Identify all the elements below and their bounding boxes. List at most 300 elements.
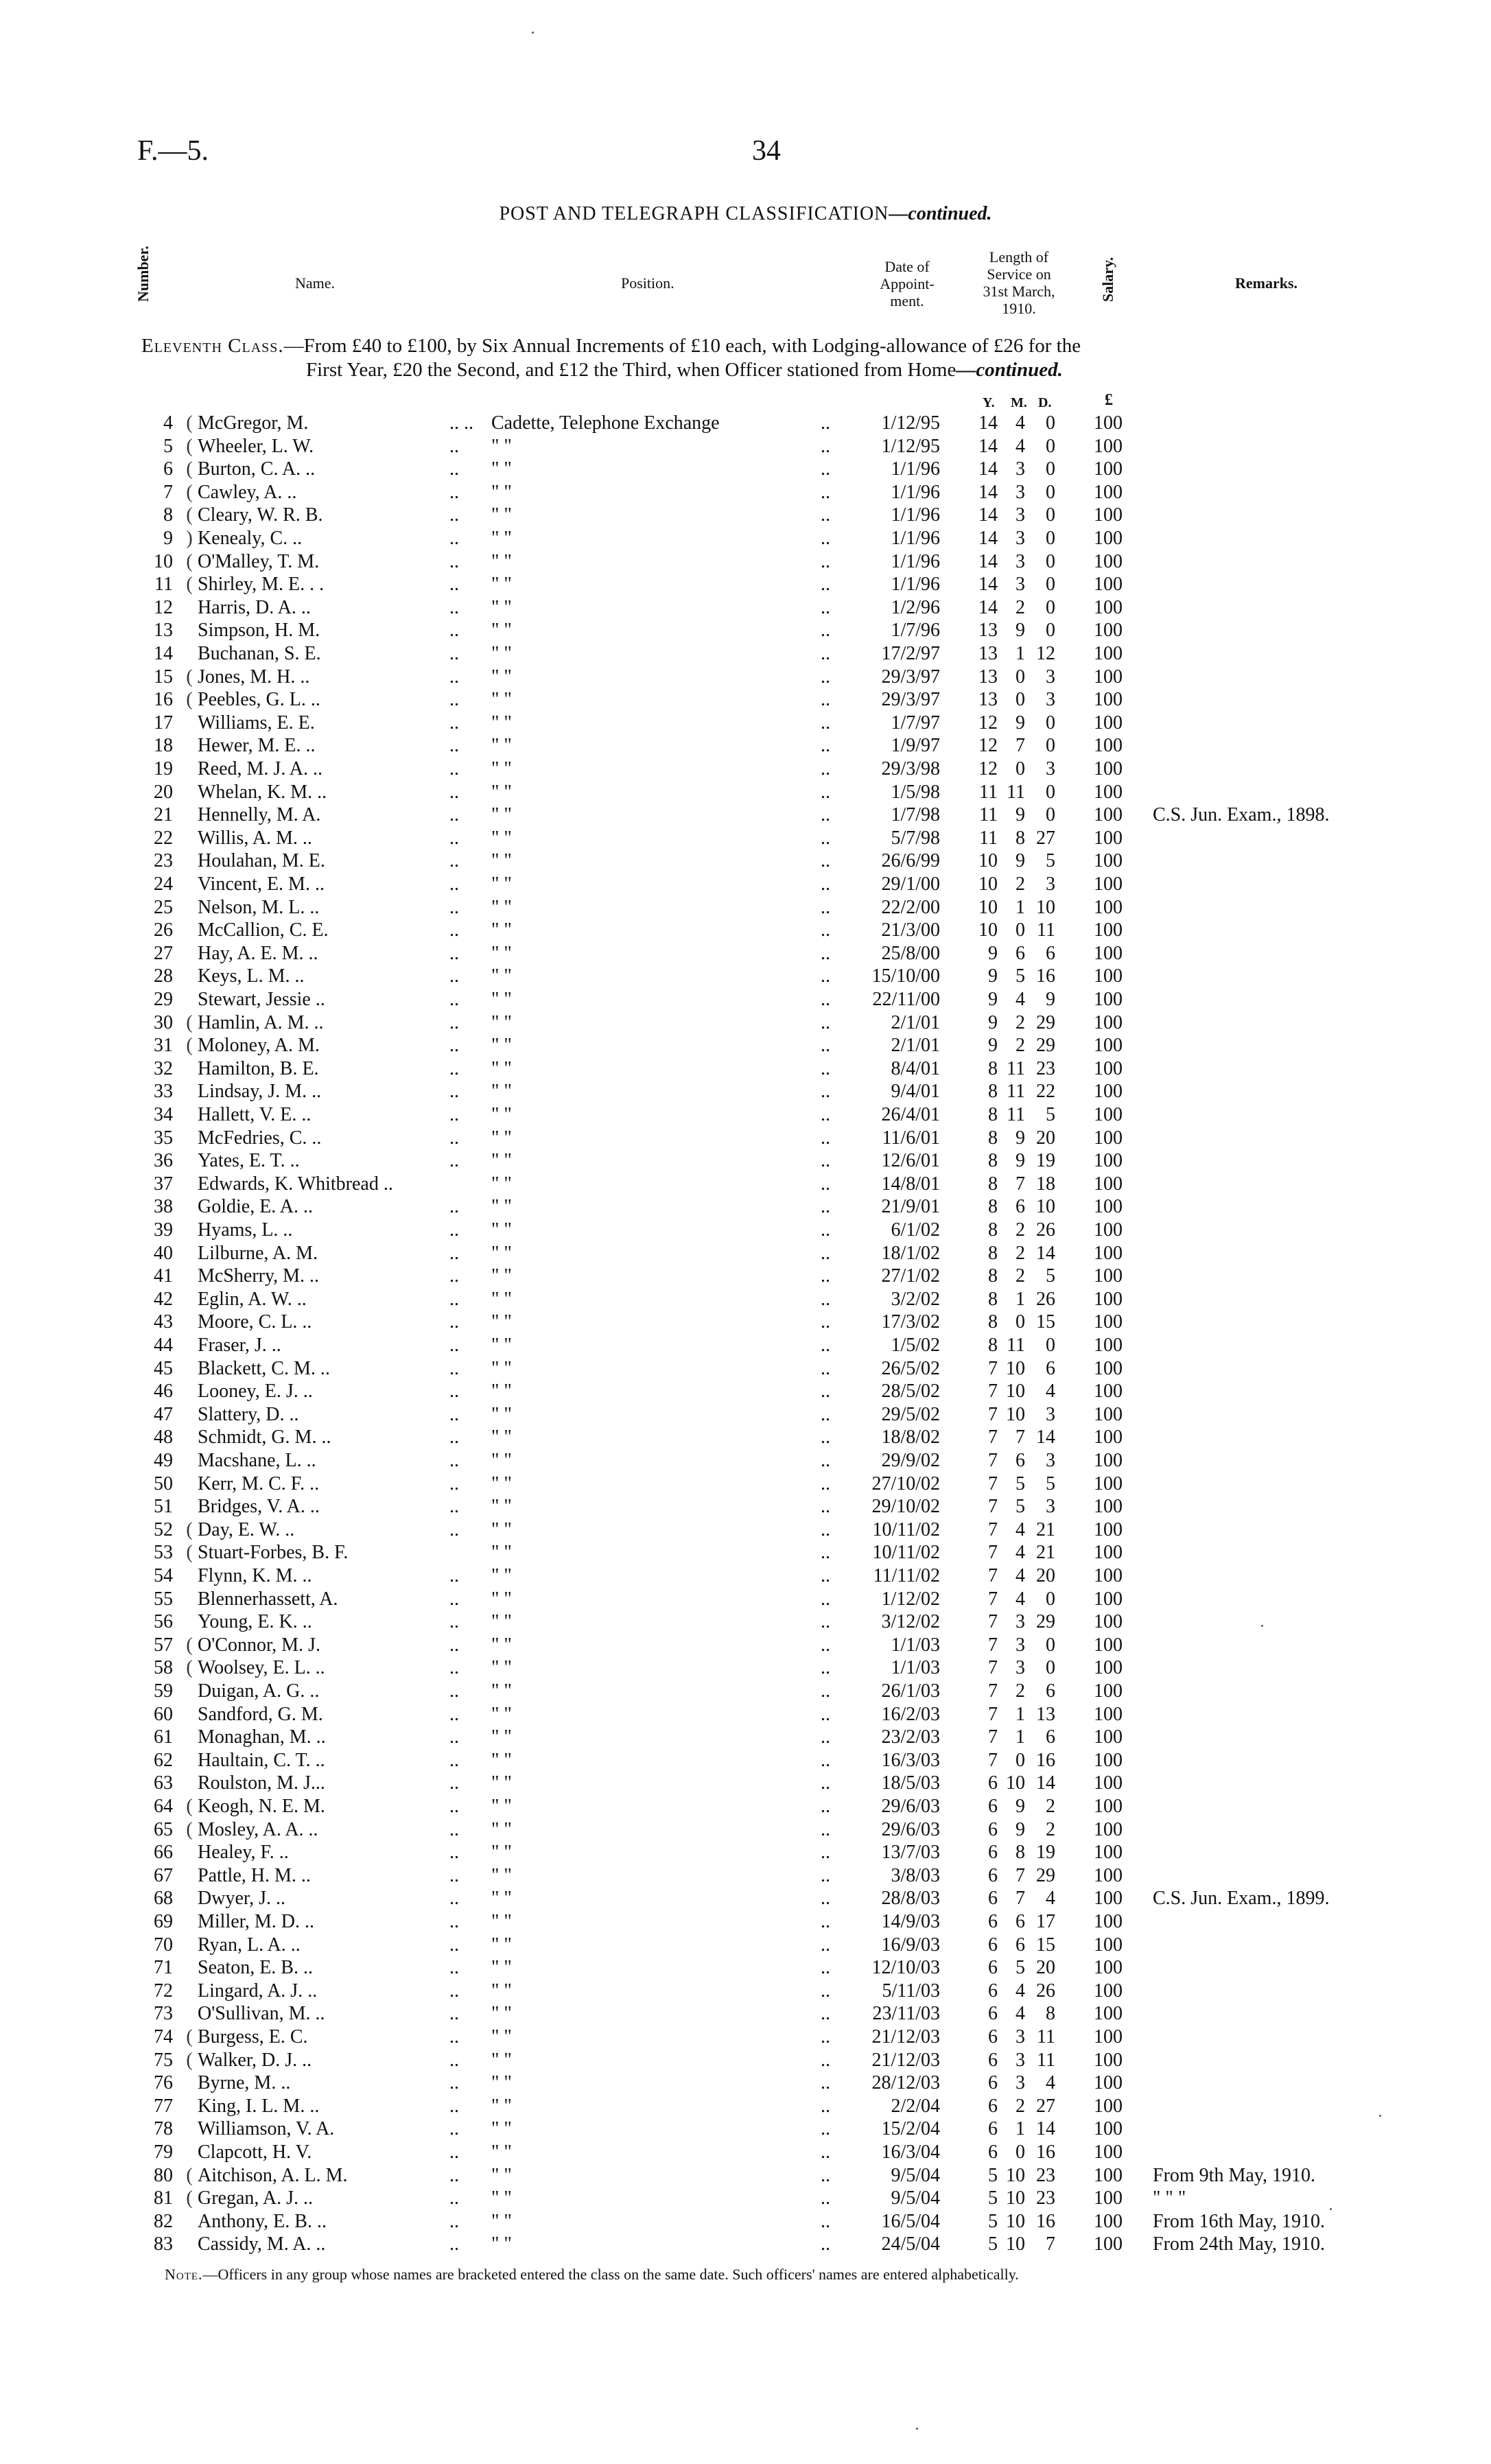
row-leader-dots: .. [821,1749,830,1771]
row-name: Sandford, G. M. [198,1703,323,1725]
row-leader-dots: .. [449,1357,459,1379]
row-salary: 100 [1094,596,1123,618]
row-service-days: 19 [1036,1842,1055,1864]
row-appointment-date: 1/7/98 [891,804,940,826]
scan-speck [1379,2115,1381,2117]
row-salary: 100 [1094,1335,1123,1356]
row-service-years: 12 [978,712,998,734]
row-position: " " [491,2072,512,2094]
row-leader-dots: .. [821,1011,830,1033]
row-leader-dots: .. [449,1196,459,1218]
row-salary: 100 [1094,1842,1123,1864]
row-appointment-date: 5/7/98 [891,827,940,849]
group-bracket: ( [186,574,193,596]
row-leader-dots: .. [449,1634,459,1656]
row-salary: 100 [1094,827,1123,849]
table-row [0,1772,1491,1795]
row-number: 24 [154,873,173,895]
row-salary: 100 [1094,2026,1123,2048]
row-salary: 100 [1094,1703,1123,1725]
row-service-days: 0 [1046,1657,1055,1679]
row-leader-dots: .. [449,1934,459,1956]
page-number: 34 [752,135,781,167]
row-leader-dots: .. [449,1450,459,1471]
footnote-text: —Officers in any group whose names are bracketed entered the class on the same date. Such officers' names are entered alphabetically. [202,2266,1019,2283]
row-salary: 100 [1094,1311,1123,1333]
row-salary: 100 [1094,1864,1123,1886]
row-appointment-date: 28/8/03 [881,1888,940,1910]
row-service-years: 8 [988,1219,998,1241]
table-row [0,688,1491,712]
row-service-months: 10 [1006,2210,1025,2232]
row-leader-dots: .. [821,1542,830,1564]
row-service-years: 7 [988,1588,998,1610]
row-appointment-date: 29/3/97 [881,666,940,688]
row-service-months: 3 [1015,458,1025,480]
row-appointment-date: 21/12/03 [871,2049,940,2071]
row-service-months: 3 [1015,2026,1025,2048]
row-service-years: 7 [988,1518,998,1540]
table-row [0,435,1491,458]
row-salary: 100 [1094,1934,1123,1956]
row-appointment-date: 9/5/04 [891,2187,940,2209]
row-number: 7 [163,481,173,503]
row-salary: 100 [1094,1911,1123,1932]
row-leader-dots: .. [821,919,830,941]
row-name: McSherry, M. .. [198,1265,320,1287]
row-service-years: 14 [978,435,998,457]
row-service-years: 6 [988,2026,998,2048]
row-appointment-date: 12/10/03 [871,1957,940,1979]
row-leader-dots: .. [821,1427,830,1448]
row-leader-dots: .. [821,1219,830,1241]
row-service-days: 6 [1046,1680,1055,1702]
row-salary: 100 [1094,666,1123,688]
row-number: 49 [154,1450,173,1471]
row-leader-dots: .. [821,758,830,779]
row-number: 63 [154,1772,173,1794]
row-service-years: 7 [988,1657,998,1679]
row-service-days: 19 [1036,1150,1055,1172]
row-service-years: 14 [978,481,998,503]
row-service-days: 8 [1046,2003,1055,2025]
row-name: Monaghan, M. .. [198,1726,326,1748]
row-number: 73 [154,2003,173,2025]
row-salary: 100 [1094,2118,1123,2140]
row-service-years: 7 [988,1427,998,1448]
row-service-years: 13 [978,689,998,711]
row-appointment-date: 16/3/03 [881,1749,940,1771]
row-leader-dots: .. [821,1265,830,1287]
row-leader-dots: .. [821,827,830,849]
row-service-years: 8 [988,1057,998,1079]
row-name: Young, E. K. .. [198,1611,312,1633]
row-service-days: 14 [1036,1242,1055,1264]
row-position: " " [491,1818,512,1840]
row-salary: 100 [1094,481,1123,503]
row-service-months: 10 [1006,1381,1025,1403]
row-number: 68 [154,1888,173,1910]
table-row [0,781,1491,804]
row-service-days: 21 [1036,1542,1055,1564]
row-name: Kerr, M. C. F. .. [198,1472,320,1494]
row-leader-dots: .. [821,735,830,757]
row-remarks: From 16th May, 1910. [1153,2210,1325,2232]
row-number: 70 [154,1934,173,1956]
row-name: Healey, F. .. [198,1842,289,1864]
row-number: 54 [154,1565,173,1586]
row-appointment-date: 2/2/04 [891,2095,940,2117]
row-salary: 100 [1094,1173,1123,1195]
row-number: 33 [154,1081,173,1103]
row-position: " " [491,712,512,734]
row-leader-dots: .. [449,1242,459,1264]
row-leader-dots: .. .. [449,412,473,434]
row-name: Nelson, M. L. .. [198,896,320,918]
row-salary: 100 [1094,2233,1123,2255]
row-service-years: 10 [978,873,998,895]
row-leader-dots: .. [821,1035,830,1057]
row-service-days: 26 [1036,1219,1055,1241]
row-name: Macshane, L. .. [198,1450,316,1471]
row-name: Lingard, A. J. .. [198,1980,318,2002]
row-salary: 100 [1094,412,1123,434]
row-service-years: 7 [988,1565,998,1586]
row-salary: 100 [1094,1057,1123,1079]
table-row [0,2141,1491,2164]
row-leader-dots: .. [449,1035,459,1057]
row-service-years: 9 [988,965,998,987]
row-number: 37 [154,1173,173,1195]
row-number: 15 [154,666,173,688]
table-row [0,942,1491,965]
row-leader-dots: .. [821,873,830,895]
row-name: Keys, L. M. .. [198,965,305,987]
row-leader-dots: .. [449,1680,459,1702]
row-leader-dots: .. [449,1057,459,1079]
row-service-days: 4 [1046,1381,1055,1403]
row-service-years: 8 [988,1127,998,1149]
row-service-days: 26 [1036,1288,1055,1310]
row-appointment-date: 9/4/01 [891,1081,940,1103]
group-bracket: ( [186,1818,193,1840]
table-row [0,734,1491,758]
row-leader-dots: .. [821,1057,830,1079]
row-salary: 100 [1094,873,1123,895]
row-leader-dots: .. [449,596,459,618]
row-position: " " [491,942,512,964]
scan-speck [1261,1625,1263,1627]
table-row [0,1380,1491,1403]
table-row [0,2026,1491,2049]
row-leader-dots: .. [449,1980,459,2002]
row-leader-dots: .. [449,827,459,849]
row-number: 4 [163,412,173,434]
row-leader-dots: .. [821,1127,830,1149]
row-appointment-date: 27/1/02 [881,1265,940,1287]
row-service-months: 9 [1015,620,1025,642]
table-row [0,1495,1491,1518]
row-name: McFedries, C. .. [198,1127,322,1149]
row-number: 10 [154,550,173,572]
row-leader-dots: .. [449,1403,459,1425]
column-header-date [866,258,948,309]
row-service-months: 9 [1015,712,1025,734]
row-leader-dots: .. [821,1472,830,1494]
row-appointment-date: 26/5/02 [881,1357,940,1379]
row-position: " " [491,1888,512,1910]
row-leader-dots: .. [449,1219,459,1241]
row-number: 50 [154,1472,173,1494]
row-service-days: 11 [1037,2026,1055,2048]
group-bracket: ( [186,1518,193,1540]
row-number: 41 [154,1265,173,1287]
row-number: 48 [154,1427,173,1448]
row-service-months: 2 [1015,1242,1025,1264]
row-service-years: 8 [988,1288,998,1310]
row-salary: 100 [1094,1104,1123,1125]
row-position: " " [491,1242,512,1264]
table-row [0,1288,1491,1311]
table-row [0,988,1491,1011]
row-name: Hewer, M. E. .. [198,735,316,757]
row-number: 60 [154,1703,173,1725]
row-service-months: 1 [1015,1726,1025,1748]
row-service-years: 7 [988,1611,998,1633]
row-leader-dots: .. [821,1150,830,1172]
table-row [0,1449,1491,1472]
row-number: 69 [154,1911,173,1932]
row-service-months: 9 [1015,1150,1025,1172]
row-appointment-date: 1/5/02 [891,1335,940,1356]
row-service-years: 14 [978,574,998,596]
row-service-months: 9 [1015,1796,1025,1817]
group-bracket: ( [186,1796,193,1817]
row-service-years: 6 [988,1772,998,1794]
row-name: O'Malley, T. M. [198,550,320,572]
row-appointment-date: 2/1/01 [891,1011,940,1033]
row-leader-dots: .. [449,1311,459,1333]
table-row [0,803,1491,827]
row-service-months: 0 [1015,666,1025,688]
row-appointment-date: 29/3/97 [881,689,940,711]
row-salary: 100 [1094,1772,1123,1794]
row-leader-dots: .. [821,596,830,618]
table-row [0,527,1491,550]
row-name: Williams, E. E. [198,712,315,734]
row-number: 42 [154,1288,173,1310]
row-service-days: 0 [1046,1634,1055,1656]
row-position: " " [491,804,512,826]
row-position: " " [491,596,512,618]
row-leader-dots: .. [821,1335,830,1356]
row-service-years: 8 [988,1335,998,1356]
row-name: Anthony, E. B. .. [198,2210,327,2232]
row-service-days: 23 [1036,2164,1055,2186]
row-name: Cassidy, M. A. .. [198,2233,326,2255]
row-service-months: 5 [1015,1496,1025,1518]
row-appointment-date: 11/11/02 [873,1565,940,1586]
row-service-months: 1 [1015,1703,1025,1725]
row-salary: 100 [1094,1381,1123,1403]
row-leader-dots: .. [821,1196,830,1218]
row-appointment-date: 1/1/96 [891,574,940,596]
row-service-years: 10 [978,896,998,918]
row-service-years: 7 [988,1381,998,1403]
row-position: " " [491,919,512,941]
row-service-days: 12 [1036,643,1055,664]
row-name: Whelan, K. M. .. [198,781,327,803]
row-position: " " [491,1611,512,1633]
row-leader-dots: .. [821,1450,830,1471]
row-leader-dots: .. [449,1265,459,1287]
row-salary: 100 [1094,1472,1123,1494]
row-service-years: 14 [978,458,998,480]
row-name: Woolsey, E. L. .. [198,1657,325,1679]
row-service-years: 9 [988,1011,998,1033]
row-number: 79 [154,2142,173,2163]
row-position: Cadette, Telephone Exchange [491,412,720,434]
row-appointment-date: 8/4/01 [891,1057,940,1079]
row-leader-dots: .. [449,850,459,872]
row-number: 47 [154,1403,173,1425]
row-service-days: 3 [1046,873,1055,895]
table-row [0,1726,1491,1749]
row-name: McGregor, M. [198,412,309,434]
row-leader-dots: .. [449,1749,459,1771]
row-service-years: 7 [988,1472,998,1494]
row-service-years: 9 [988,989,998,1010]
row-leader-dots: .. [821,1680,830,1702]
row-leader-dots: .. [821,2026,830,2048]
row-service-months: 0 [1015,758,1025,779]
row-position: " " [491,481,512,503]
row-leader-dots: .. [821,435,830,457]
row-service-days: 10 [1036,896,1055,918]
row-leader-dots: .. [449,1011,459,1033]
title-suffix: —continued. [889,203,992,224]
row-number: 29 [154,989,173,1010]
row-service-months: 10 [1006,1357,1025,1379]
row-name: Gregan, A. J. .. [198,2187,313,2209]
row-leader-dots: .. [821,942,830,964]
row-name: Roulston, M. J... [198,1772,325,1794]
row-leader-dots: .. [821,1657,830,1679]
row-leader-dots: .. [821,804,830,826]
row-salary: 100 [1094,2164,1123,2186]
row-number: 35 [154,1127,173,1149]
row-service-days: 3 [1046,1403,1055,1425]
row-service-months: 9 [1015,804,1025,826]
group-bracket: ( [186,2164,193,2186]
row-name: Moloney, A. M. [198,1035,320,1057]
row-leader-dots: .. [449,1657,459,1679]
row-service-months: 4 [1015,1565,1025,1586]
row-appointment-date: 26/1/03 [881,1680,940,1702]
table-row [0,1795,1491,1818]
row-appointment-date: 29/6/03 [881,1818,940,1840]
table-row [0,1887,1491,1910]
row-remarks: From 9th May, 1910. [1153,2164,1315,2186]
row-name: Burton, C. A. .. [198,458,316,480]
table-row [0,1564,1491,1588]
row-number: 64 [154,1796,173,1817]
scan-speck [1330,2208,1332,2210]
row-appointment-date: 18/5/03 [881,1772,940,1794]
row-service-years: 6 [988,1957,998,1979]
row-name: Haultain, C. T. .. [198,1749,325,1771]
class-heading-line2-wrap [141,358,1404,382]
row-position: " " [491,1057,512,1079]
row-salary: 100 [1094,1496,1123,1518]
row-number: 26 [154,919,173,941]
table-row [0,2210,1491,2233]
row-appointment-date: 29/5/02 [881,1403,940,1425]
row-service-days: 0 [1046,458,1055,480]
row-position: " " [491,1634,512,1656]
row-service-years: 5 [988,2187,998,2209]
row-position: " " [491,2233,512,2255]
row-service-days: 20 [1036,1957,1055,1979]
table-row [0,1703,1491,1726]
row-number: 16 [154,689,173,711]
row-service-years: 7 [988,1450,998,1471]
row-position: " " [491,781,512,803]
row-service-months: 9 [1015,1127,1025,1149]
row-service-days: 16 [1036,2142,1055,2163]
document-code: F.—5. [137,135,209,167]
row-appointment-date: 5/11/03 [882,1980,940,2002]
row-position: " " [491,1934,512,1956]
row-position: " " [491,1726,512,1748]
row-service-months: 2 [1015,1680,1025,1702]
date-header-line1: Date of [884,258,930,275]
row-name: Reed, M. J. A. .. [198,758,322,779]
row-leader-dots: .. [449,1772,459,1794]
row-leader-dots: .. [821,504,830,526]
unit-months: M. [1011,395,1027,410]
table-row [0,1749,1491,1772]
row-position: " " [491,873,512,895]
row-service-years: 6 [988,2072,998,2094]
table-row [0,2072,1491,2095]
row-position: " " [491,1427,512,1448]
class-heading-suffix: —continued. [956,359,1063,381]
row-leader-dots: .. [449,2003,459,2025]
row-number: 38 [154,1196,173,1218]
row-salary: 100 [1094,1127,1123,1149]
row-name: Hamlin, A. M. .. [198,1011,324,1033]
row-leader-dots: .. [821,1818,830,1840]
row-salary: 100 [1094,989,1123,1010]
row-leader-dots: .. [449,2142,459,2163]
row-leader-dots: .. [821,1242,830,1264]
row-appointment-date: 22/11/00 [872,989,940,1010]
table-row [0,758,1491,781]
row-position: " " [491,643,512,664]
row-number: 72 [154,1980,173,2002]
footnote-label: Note. [165,2266,203,2283]
row-position: " " [491,666,512,688]
column-header-salary: Salary. [1099,257,1116,302]
row-number: 12 [154,596,173,618]
unit-years: Y. [983,395,995,410]
row-service-days: 6 [1046,1726,1055,1748]
row-salary: 100 [1094,2049,1123,2071]
group-bracket: ( [186,2026,193,2048]
row-service-years: 11 [979,827,998,849]
class-heading [141,334,1404,382]
